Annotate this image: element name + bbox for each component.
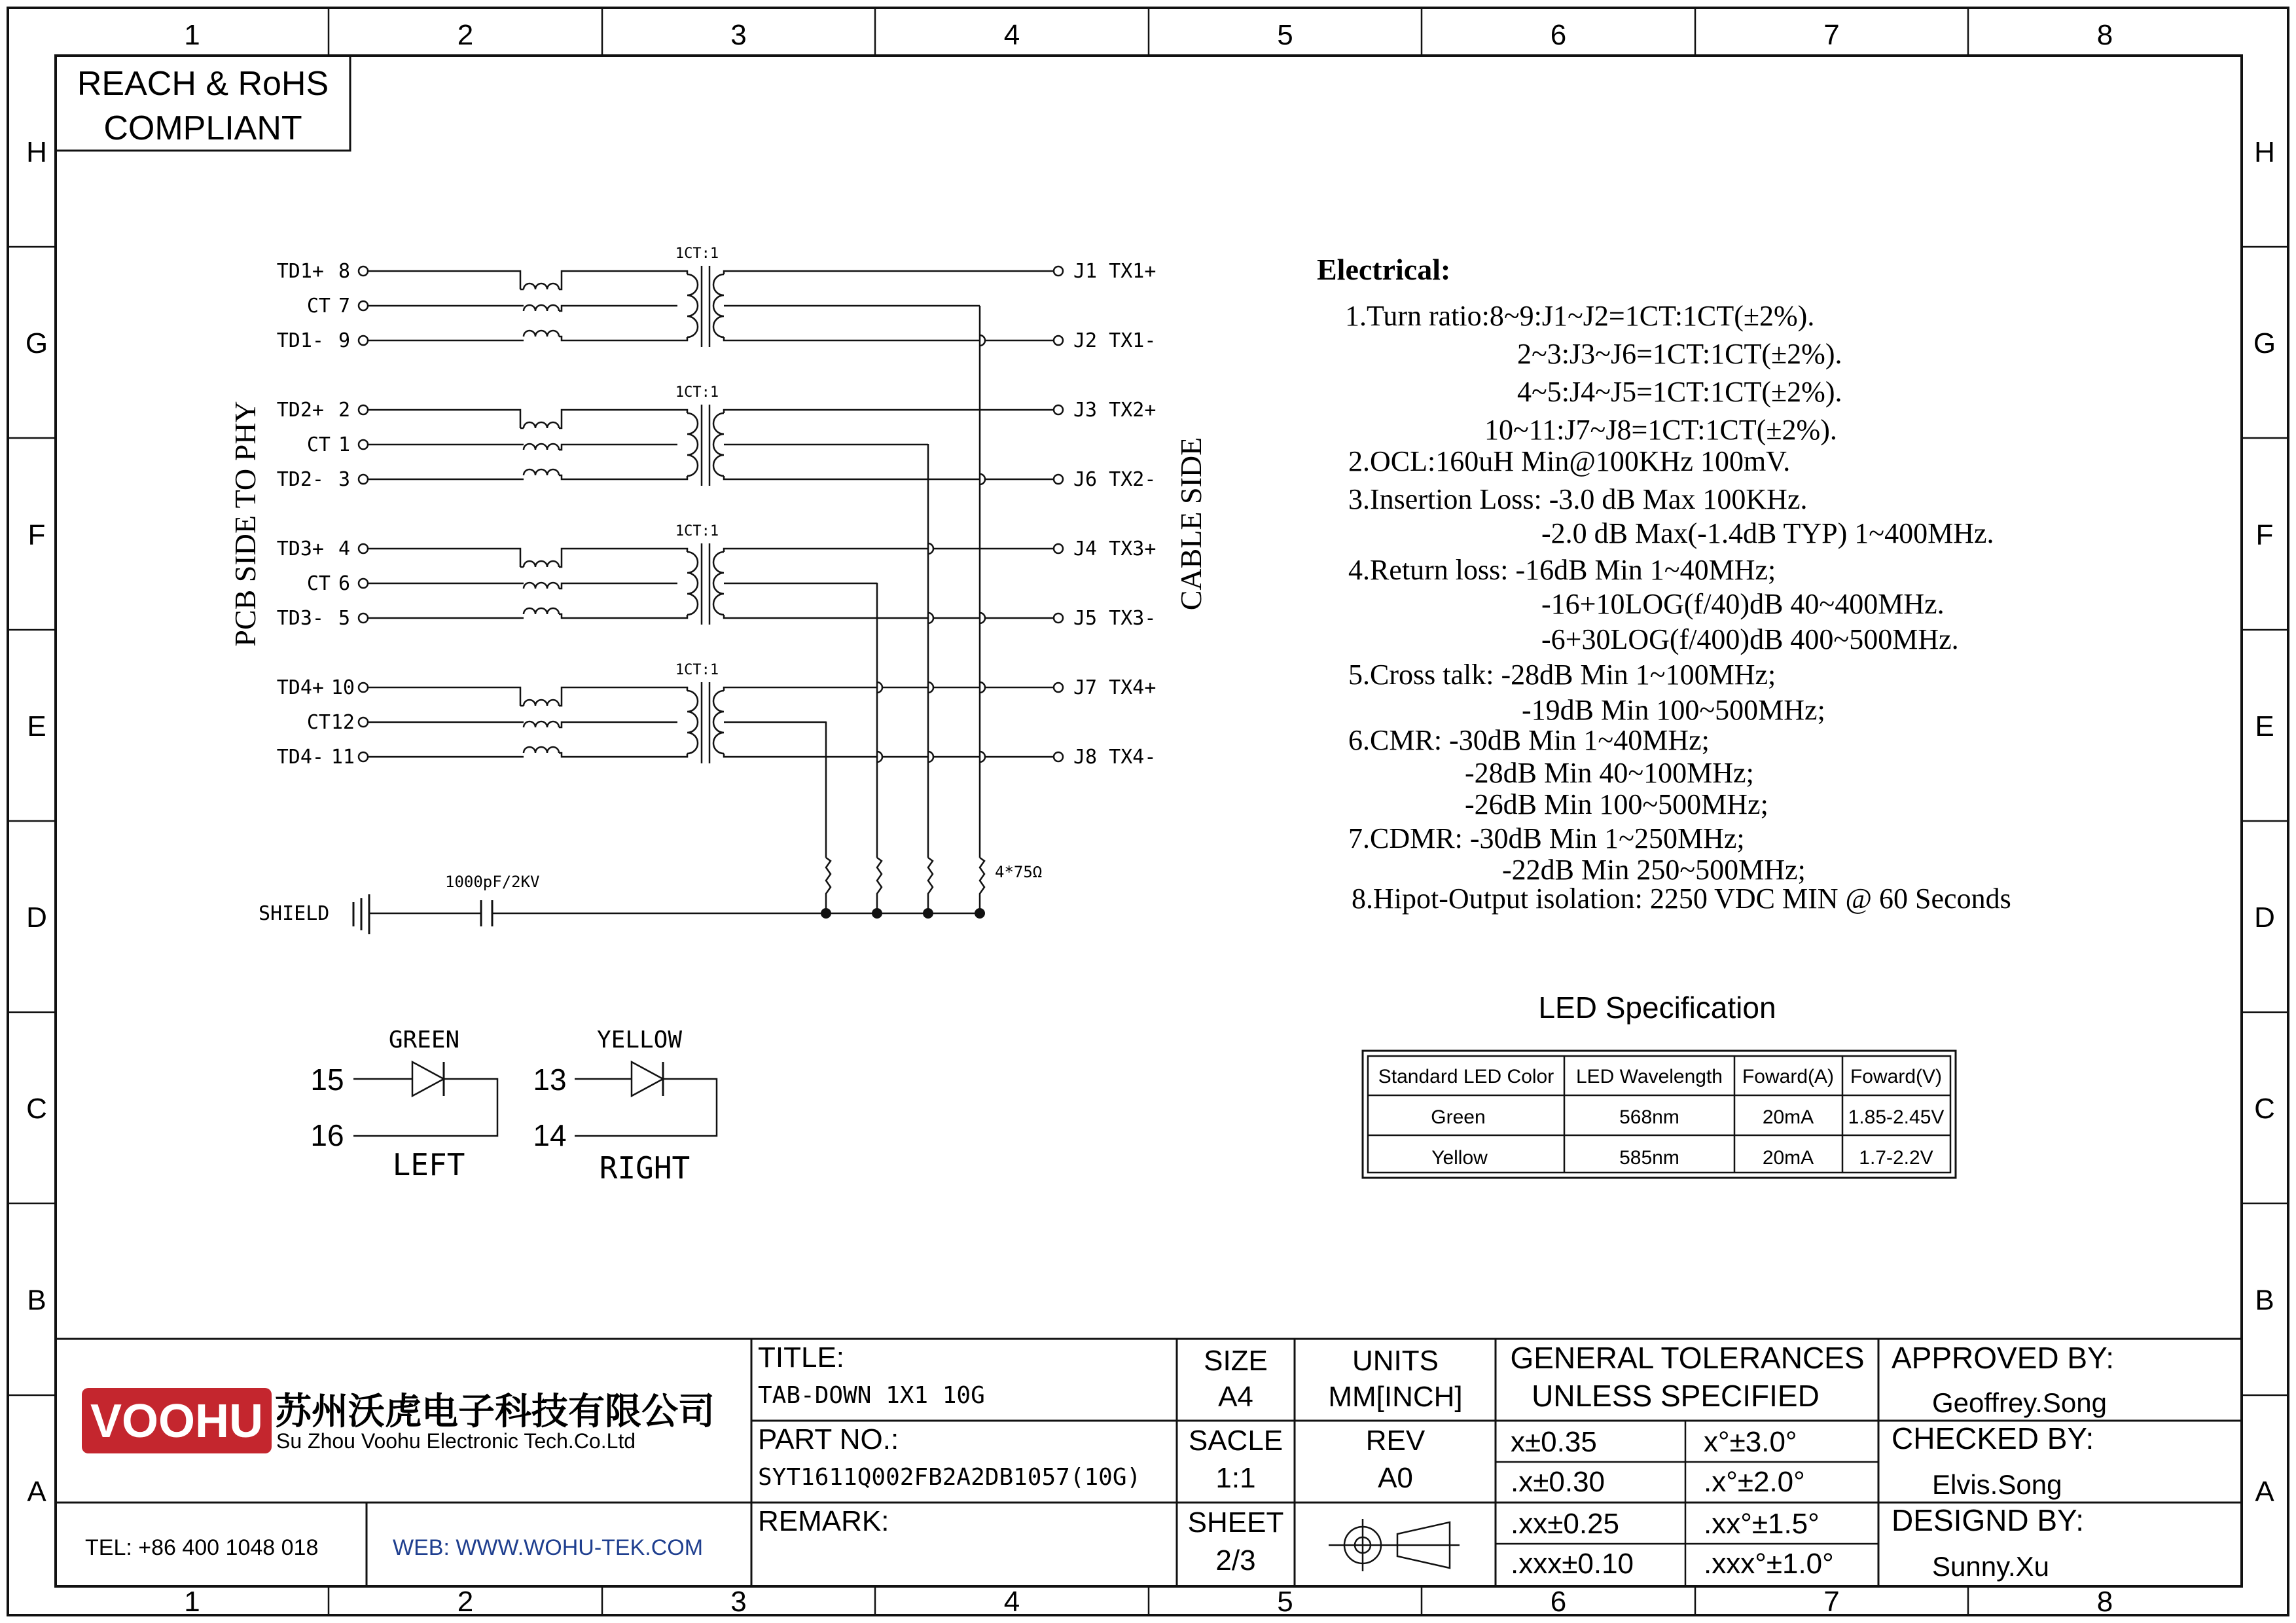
pin-name-label: TD4- bbox=[276, 746, 324, 769]
grid-col-label-top: 7 bbox=[1823, 19, 1840, 51]
pin-terminal bbox=[359, 683, 368, 692]
spec-line: -22dB Min 250~500MHz; bbox=[1502, 854, 1806, 886]
grid-col-label-bottom: 1 bbox=[184, 1586, 200, 1618]
cable-pin-label: J6 TX2- bbox=[1073, 468, 1157, 491]
company-name-en: Su Zhou Voohu Electronic Tech.Co.Ltd bbox=[276, 1429, 636, 1453]
checked-label: CHECKED BY: bbox=[1892, 1421, 2094, 1455]
electrical-heading: Electrical: bbox=[1317, 253, 1451, 286]
led-spec-table bbox=[1363, 991, 1956, 1178]
grid-col-label-bottom: 7 bbox=[1823, 1586, 1840, 1618]
grid-row-label-left: H bbox=[26, 136, 47, 168]
pin-terminal bbox=[359, 613, 368, 623]
tolerance-value: x±0.35 bbox=[1511, 1426, 1597, 1458]
led-spec-title: LED Specification bbox=[1538, 991, 1776, 1025]
pin-name-label: CT bbox=[306, 711, 331, 734]
pin-number-label: 1 bbox=[338, 433, 350, 456]
turns-ratio-label: 1CT:1 bbox=[675, 246, 719, 262]
pin-name-label: TD1- bbox=[276, 329, 324, 352]
tolerance-value: .xxx±0.10 bbox=[1511, 1548, 1634, 1580]
company-web: WEB: WWW.WOHU-TEK.COM bbox=[393, 1535, 704, 1560]
pin-name-label: CT bbox=[306, 295, 331, 318]
spec-line: 6.CMR: -30dB Min 1~40MHz; bbox=[1348, 724, 1710, 756]
pin-number-label: 12 bbox=[331, 711, 355, 734]
grid-col-label-top: 1 bbox=[184, 19, 200, 51]
grid-col-label-bottom: 8 bbox=[2096, 1586, 2113, 1618]
tolerance-value: .xxx°±1.0° bbox=[1704, 1548, 1834, 1580]
units-label: UNITS bbox=[1352, 1345, 1439, 1377]
pin-terminal bbox=[359, 440, 368, 449]
sheet-label: SHEET bbox=[1187, 1506, 1284, 1539]
cable-pin-label: J8 TX4- bbox=[1073, 746, 1157, 769]
cable-pin-label: J7 TX4+ bbox=[1073, 676, 1157, 699]
pin-terminal bbox=[359, 266, 368, 276]
pin-number-label: 5 bbox=[338, 607, 350, 630]
led-pin-bottom: 16 bbox=[310, 1118, 344, 1152]
resistor-label: 4*75Ω bbox=[995, 863, 1043, 881]
led-spec-cell: 585nm bbox=[1619, 1147, 1679, 1169]
pin-number-label: 6 bbox=[338, 572, 350, 595]
pin-terminal bbox=[359, 301, 368, 310]
grid-col-label-top: 4 bbox=[1003, 19, 1020, 51]
spec-line: 1.Turn ratio:8~9:J1~J2=1CT:1CT(±2%). bbox=[1345, 300, 1815, 332]
led-pin-top: 13 bbox=[533, 1063, 567, 1097]
spec-line: 7.CDMR: -30dB Min 1~250MHz; bbox=[1348, 822, 1745, 854]
grid-row-label-right: D bbox=[2254, 902, 2275, 934]
pcb-side-label: PCB SIDE TO PHY bbox=[228, 401, 262, 647]
spec-line: 4~5:J4~J5=1CT:1CT(±2%). bbox=[1517, 376, 1842, 408]
grid-row-label-left: B bbox=[27, 1284, 46, 1317]
projection-symbol-icon bbox=[1329, 1519, 1460, 1571]
pin-number-label: 11 bbox=[331, 746, 355, 769]
electrical-spec bbox=[1317, 253, 2011, 915]
turns-ratio-label: 1CT:1 bbox=[675, 384, 719, 401]
spec-line: -6+30LOG(f/400)dB 400~500MHz. bbox=[1541, 623, 1959, 655]
spec-line: 8.Hipot-Output isolation: 2250 VDC MIN @ 60 Seconds bbox=[1352, 883, 2011, 915]
led-spec-cell: Green bbox=[1431, 1106, 1486, 1128]
logo-text: VOOHU bbox=[90, 1395, 264, 1448]
grid-col-label-top: 3 bbox=[730, 19, 747, 51]
spec-line: -19dB Min 100~500MHz; bbox=[1522, 694, 1825, 726]
approved-value: Geoffrey.Song bbox=[1932, 1387, 2107, 1418]
grid-row-label-left: G bbox=[25, 327, 48, 359]
pin-terminal bbox=[1054, 475, 1063, 484]
grid-row-label-right: C bbox=[2254, 1093, 2275, 1125]
cable-pin-label: J2 TX1- bbox=[1073, 329, 1157, 352]
pin-number-label: 3 bbox=[338, 468, 350, 491]
led-color-label: GREEN bbox=[388, 1027, 460, 1053]
remark-label: REMARK: bbox=[758, 1505, 889, 1537]
pin-terminal bbox=[1054, 266, 1063, 276]
rev-label: REV bbox=[1365, 1425, 1426, 1457]
pin-terminal bbox=[1054, 336, 1063, 345]
pin-name-label: CT bbox=[306, 572, 331, 595]
title-value: TAB-DOWN 1X1 10G bbox=[758, 1382, 985, 1409]
junction-dot bbox=[975, 908, 985, 919]
turns-ratio-label: 1CT:1 bbox=[675, 523, 719, 539]
units-value: MM[INCH] bbox=[1328, 1381, 1463, 1413]
scale-value: 1:1 bbox=[1215, 1462, 1256, 1494]
grid-row-label-right: H bbox=[2254, 136, 2275, 168]
led-spec-header: Standard LED Color bbox=[1378, 1066, 1554, 1087]
approved-label: APPROVED BY: bbox=[1892, 1341, 2115, 1375]
transformer-channel-2 bbox=[277, 384, 1157, 491]
junction-dot bbox=[872, 908, 882, 919]
pin-terminal bbox=[359, 718, 368, 727]
spec-line: -28dB Min 40~100MHz; bbox=[1465, 757, 1754, 789]
grid-row-label-right: A bbox=[2255, 1476, 2274, 1508]
grid-row-label-left: D bbox=[26, 902, 47, 934]
grid-col-label-top: 2 bbox=[457, 19, 474, 51]
turns-ratio-label: 1CT:1 bbox=[675, 662, 719, 678]
tolerance-value: .xx±0.25 bbox=[1511, 1508, 1620, 1540]
led-pin-bottom: 14 bbox=[533, 1118, 567, 1152]
resistor-network bbox=[826, 858, 984, 897]
resistor bbox=[928, 858, 933, 897]
pin-number-label: 10 bbox=[331, 676, 355, 699]
spec-line: -26dB Min 100~500MHz; bbox=[1465, 788, 1768, 820]
grid-col-label-top: 8 bbox=[2096, 19, 2113, 51]
spec-line: -2.0 dB Max(-1.4dB TYP) 1~400MHz. bbox=[1541, 517, 1994, 549]
spec-line: 4.Return loss: -16dB Min 1~40MHz; bbox=[1348, 554, 1776, 586]
tolerance-value: .x±0.30 bbox=[1511, 1466, 1605, 1498]
cable-pin-label: J1 TX1+ bbox=[1073, 260, 1157, 283]
resistor bbox=[980, 858, 984, 897]
grid-col-label-bottom: 6 bbox=[1550, 1586, 1567, 1618]
checked-value: Elvis.Song bbox=[1932, 1469, 2062, 1500]
tolerance-value: x°±3.0° bbox=[1704, 1426, 1797, 1458]
compliance-box bbox=[56, 56, 350, 151]
tolerance-value: .x°±2.0° bbox=[1704, 1466, 1805, 1498]
rev-value: A0 bbox=[1378, 1462, 1413, 1494]
resistor bbox=[877, 858, 882, 897]
pin-terminal bbox=[1054, 613, 1063, 623]
led-green bbox=[310, 1027, 497, 1182]
pin-number-label: 9 bbox=[338, 329, 350, 352]
spec-line: 10~11:J7~J8=1CT:1CT(±2%). bbox=[1484, 414, 1837, 446]
pin-name-label: TD3- bbox=[276, 607, 324, 630]
led-pin-top: 15 bbox=[310, 1063, 344, 1097]
pin-terminal bbox=[359, 336, 368, 345]
grid-row-label-right: G bbox=[2253, 327, 2276, 359]
transformer-channel-1 bbox=[277, 246, 1157, 352]
transformer-channel-4 bbox=[277, 662, 1157, 769]
tolerance-heading-1: GENERAL TOLERANCES bbox=[1510, 1341, 1865, 1375]
designed-value: Sunny.Xu bbox=[1932, 1551, 2050, 1582]
cable-pin-label: J5 TX3- bbox=[1073, 607, 1157, 630]
cable-pin-label: J4 TX3+ bbox=[1073, 538, 1157, 560]
pin-number-label: 7 bbox=[338, 295, 350, 318]
grid-row-label-right: F bbox=[2255, 519, 2274, 551]
size-value: A4 bbox=[1218, 1381, 1253, 1413]
pin-number-label: 2 bbox=[338, 399, 350, 422]
termination-wiring bbox=[821, 306, 1042, 919]
pin-terminal bbox=[359, 405, 368, 414]
pin-terminal bbox=[359, 475, 368, 484]
spec-line: 3.Insertion Loss: -3.0 dB Max 100KHz. bbox=[1348, 483, 1808, 515]
designed-label: DESIGND BY: bbox=[1892, 1503, 2084, 1537]
spec-line: 5.Cross talk: -28dB Min 1~100MHz; bbox=[1348, 659, 1776, 691]
grid-col-label-top: 6 bbox=[1550, 19, 1567, 51]
led-side-label: LEFT bbox=[392, 1147, 465, 1182]
title-label: TITLE: bbox=[758, 1341, 845, 1374]
company-name-cn: 苏州沃虎电子科技有限公司 bbox=[275, 1391, 715, 1432]
led-spec-cell: 1.7-2.2V bbox=[1859, 1147, 1933, 1169]
led-spec-cell: Yellow bbox=[1431, 1147, 1488, 1169]
led-spec-cell: 1.85-2.45V bbox=[1848, 1106, 1945, 1128]
sheet-value: 2/3 bbox=[1215, 1544, 1256, 1577]
compliance-line-2: COMPLIANT bbox=[103, 109, 302, 147]
capacitor-label: 1000pF/2KV bbox=[445, 873, 540, 891]
led-spec-cell: 568nm bbox=[1619, 1106, 1679, 1128]
pin-terminal bbox=[1054, 683, 1063, 692]
grid-row-label-left: A bbox=[27, 1476, 46, 1508]
led-yellow bbox=[533, 1027, 717, 1186]
pin-number-label: 8 bbox=[338, 260, 350, 283]
grid-row-label-left: C bbox=[26, 1093, 47, 1125]
pin-terminal bbox=[1054, 752, 1063, 761]
pin-number-label: 4 bbox=[338, 538, 350, 560]
pin-name-label: TD2- bbox=[276, 468, 324, 491]
cable-side-label: CABLE SIDE bbox=[1174, 437, 1208, 611]
led-spec-header: Foward(A) bbox=[1742, 1066, 1835, 1087]
pin-name-label: TD1+ bbox=[276, 260, 324, 283]
scale-label: SACLE bbox=[1188, 1425, 1283, 1457]
pin-terminal bbox=[359, 752, 368, 761]
led-side-label: RIGHT bbox=[599, 1150, 691, 1186]
pin-terminal bbox=[1054, 405, 1063, 414]
led-spec-header: Foward(V) bbox=[1850, 1066, 1943, 1087]
spec-line: -16+10LOG(f/40)dB 40~400MHz. bbox=[1541, 588, 1945, 620]
resistor bbox=[826, 858, 831, 897]
compliance-line-1: REACH & RoHS bbox=[77, 65, 329, 103]
transformer-schematic bbox=[228, 246, 1208, 934]
led-spec-header: LED Wavelength bbox=[1575, 1066, 1723, 1087]
led-color-label: YELLOW bbox=[596, 1027, 683, 1053]
shield-capacitor bbox=[259, 873, 826, 934]
part-value: SYT1611Q002FB2A2DB1057(10G) bbox=[758, 1464, 1141, 1491]
transformer-channels bbox=[277, 246, 1157, 769]
led-spec-cell: 20mA bbox=[1762, 1147, 1814, 1169]
grid-row-label-right: E bbox=[2255, 710, 2274, 742]
part-label: PART NO.: bbox=[758, 1423, 899, 1455]
pin-name-label: TD3+ bbox=[276, 538, 324, 560]
junction-dot bbox=[923, 908, 933, 919]
grid-labels bbox=[26, 19, 2276, 1618]
pin-name-label: CT bbox=[306, 433, 331, 456]
grid-row-label-left: F bbox=[27, 519, 46, 551]
grid-col-label-bottom: 4 bbox=[1003, 1586, 1020, 1618]
pin-terminal bbox=[359, 579, 368, 588]
tolerance-heading-2: UNLESS SPECIFIED bbox=[1532, 1379, 1820, 1413]
led-spec-cell: 20mA bbox=[1762, 1106, 1814, 1128]
grid-col-label-bottom: 2 bbox=[457, 1586, 474, 1618]
transformer-channel-3 bbox=[277, 523, 1157, 630]
spec-line: 2.OCL:160uH Min@100KHz 100mV. bbox=[1348, 445, 1791, 477]
cable-pin-label: J3 TX2+ bbox=[1073, 399, 1157, 422]
grid-col-label-bottom: 3 bbox=[730, 1586, 747, 1618]
grid-row-label-left: E bbox=[27, 710, 46, 742]
led-schematic bbox=[310, 1027, 717, 1186]
grid-col-label-bottom: 5 bbox=[1277, 1586, 1293, 1618]
company-tel: TEL: +86 400 1048 018 bbox=[85, 1535, 319, 1560]
pin-terminal bbox=[1054, 544, 1063, 553]
tolerance-value: .xx°±1.5° bbox=[1704, 1508, 1820, 1540]
pin-name-label: TD4+ bbox=[276, 676, 324, 699]
spec-line: 2~3:J3~J6=1CT:1CT(±2%). bbox=[1517, 338, 1842, 370]
grid-row-label-right: B bbox=[2255, 1284, 2274, 1317]
size-label: SIZE bbox=[1204, 1345, 1268, 1377]
pin-name-label: TD2+ bbox=[276, 399, 324, 422]
title-block bbox=[56, 1339, 2242, 1586]
pin-terminal bbox=[359, 544, 368, 553]
grid-col-label-top: 5 bbox=[1277, 19, 1293, 51]
shield-label: SHIELD bbox=[259, 902, 330, 925]
